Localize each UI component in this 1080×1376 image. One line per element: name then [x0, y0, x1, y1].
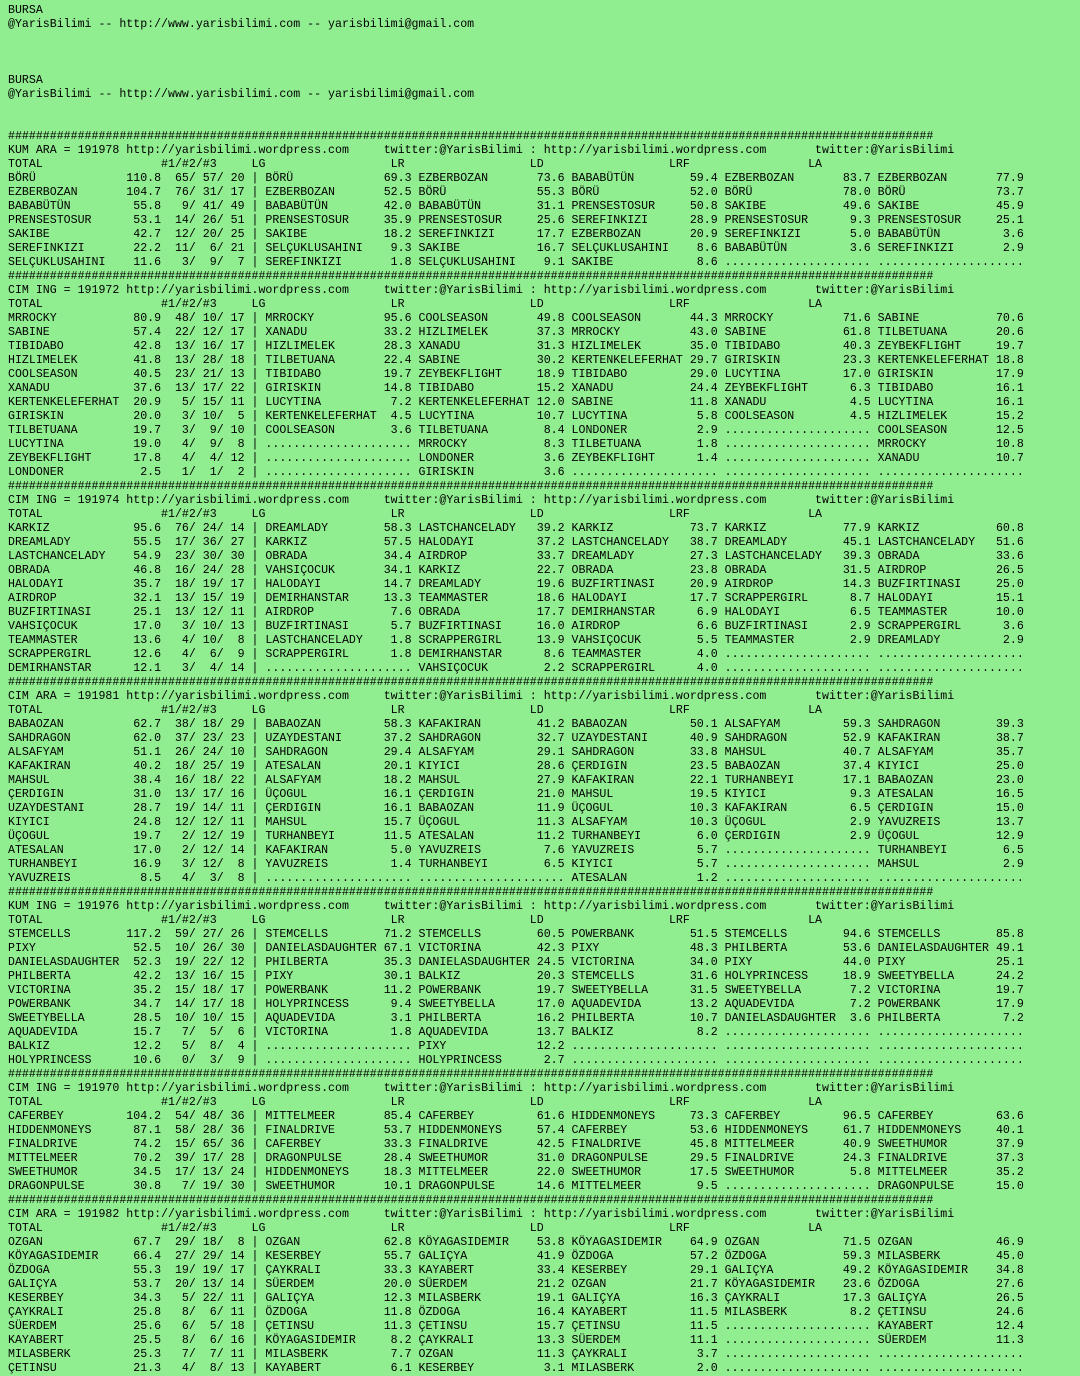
data-row: BALKIZ 12.2 5/ 8/ 4 | ..................... PIXY 12.2 ..................... ..................... ..................... — [8, 1040, 1024, 1053]
data-row: BABAOZAN 62.7 38/ 18/ 29 | BABAOZAN 58.3 KAFAKIRAN 41.2 BABAOZAN 50.1 ALSAFYAM 59.3 SAHDRAGON 39.3 — [8, 718, 1024, 731]
data-row: SELÇUKLUSAHINI 11.6 3/ 9/ 7 | SEREFINKIZI 1.8 SELÇUKLUSAHINI 9.1 SAKIBE 8.6 ..................... ..................... — [8, 256, 1024, 269]
race-header-line: CIM ING = 191972 http://yarisbilimi.wordpress.com twitter:@YarisBilimi : http://yarisbilimi.wordpress.com twitter:@YarisBilimi — [8, 284, 955, 297]
data-row: DANIELASDAUGHTER 52.3 19/ 22/ 12 | PHILBERTA 35.3 DANIELASDAUGHTER 24.5 VICTORINA 34.0 PIXY 44.0 PIXY 25.1 — [8, 956, 1024, 969]
data-row: OZGAN 67.7 29/ 18/ 8 | OZGAN 62.8 KÖYAGASIDEMIR 53.8 KÖYAGASIDEMIR 64.9 OZGAN 71.5 OZGAN 46.9 — [8, 1236, 1024, 1249]
data-row: BUZFIRTINASI 25.1 13/ 12/ 11 | AIRDROP 7.6 OBRADA 17.7 DEMIRHANSTAR 6.9 HALODAYI 6.5 TEAMMASTER 10.0 — [8, 606, 1024, 619]
data-row: ALSAFYAM 51.1 26/ 24/ 10 | SAHDRAGON 29.4 ALSAFYAM 29.1 SAHDRAGON 33.8 MAHSUL 40.7 ALSAFYAM 35.7 — [8, 746, 1024, 759]
data-row: MRROCKY 80.9 48/ 10/ 17 | MRROCKY 95.6 COOLSEASON 49.8 COOLSEASON 44.3 MRROCKY 71.6 SABINE 70.6 — [8, 312, 1024, 325]
data-row: ÖZDOGA 55.3 19/ 19/ 17 | ÇAYKRALI 33.3 KAYABERT 33.4 KESERBEY 29.1 GALIÇYA 49.2 KÖYAGASIDEMIR 34.8 — [8, 1264, 1024, 1277]
data-row: HIDDENMONEYS 87.1 58/ 28/ 36 | FINALDRIVE 53.7 HIDDENMONEYS 57.4 CAFERBEY 53.6 HIDDENMONEYS 61.7 HIDDENMONEYS 40.1 — [8, 1124, 1024, 1137]
data-row: KAFAKIRAN 40.2 18/ 25/ 19 | ATESALAN 20.1 KIYICI 28.6 ÇERDIGIN 23.5 BABAOZAN 37.4 KIYICI 25.0 — [8, 760, 1024, 773]
column-header-line: TOTAL #1/#2/#3 LG LR LD LRF LA — [8, 158, 823, 171]
data-row: COOLSEASON 40.5 23/ 21/ 13 | TIBIDABO 19.7 ZEYBEKFLIGHT 18.9 TIBIDABO 29.0 LUCYTINA 17.0 GIRISKIN 17.9 — [8, 368, 1024, 381]
data-row: SÜERDEM 25.6 6/ 5/ 18 | ÇETINSU 11.3 ÇETINSU 15.7 ÇETINSU 11.5 ..................... KAYABERT 12.4 — [8, 1320, 1024, 1333]
data-row: PHILBERTA 42.2 13/ 16/ 15 | PIXY 30.1 BALKIZ 20.3 STEMCELLS 31.6 HOLYPRINCESS 18.9 SWEETYBELLA 24.2 — [8, 970, 1024, 983]
data-row: BABABÜTÜN 55.8 9/ 41/ 49 | BABABÜTÜN 42.0 BABABÜTÜN 31.1 PRENSESTOSUR 50.8 SAKIBE 49.6 SAKIBE 45.9 — [8, 200, 1024, 213]
data-row: STEMCELLS 117.2 59/ 27/ 26 | STEMCELLS 71.2 STEMCELLS 60.5 POWERBANK 51.5 STEMCELLS 94.6 STEMCELLS 85.8 — [8, 928, 1024, 941]
data-row: SCRAPPERGIRL 12.6 4/ 6/ 9 | SCRAPPERGIRL 1.8 DEMIRHANSTAR 8.6 TEAMMASTER 4.0 ..................... ..................... — [8, 648, 1024, 661]
separator-line: ##################################################################################################################################### — [8, 270, 934, 283]
data-row: PRENSESTOSUR 53.1 14/ 26/ 51 | PRENSESTOSUR 35.9 PRENSESTOSUR 25.6 SEREFINKIZI 28.9 PRENSESTOSUR 9.3 PRENSESTOSUR 25.1 — [8, 214, 1024, 227]
race-header-line: CIM ARA = 191982 http://yarisbilimi.wordpress.com twitter:@YarisBilimi : http://yarisbilimi.wordpress.com twitter:@YarisBilimi — [8, 1208, 955, 1221]
data-row: HALODAYI 35.7 18/ 19/ 17 | HALODAYI 14.7 DREAMLADY 19.6 BUZFIRTINASI 20.9 AIRDROP 14.3 BUZFIRTINASI 25.0 — [8, 578, 1024, 591]
data-row: SAKIBE 42.7 12/ 20/ 25 | SAKIBE 18.2 SEREFINKIZI 17.7 EZBERBOZAN 20.9 SEREFINKIZI 5.0 BABABÜTÜN 3.6 — [8, 228, 1024, 241]
data-row: HIZLIMELEK 41.8 13/ 28/ 18 | TILBETUANA 22.4 SABINE 30.2 KERTENKELEFERHAT 29.7 GIRISKIN 23.3 KERTENKELEFERHAT 18.8 — [8, 354, 1024, 367]
data-row: ÇAYKRALI 25.8 8/ 6/ 11 | ÖZDOGA 11.8 ÖZDOGA 16.4 KAYABERT 11.5 MILASBERK 8.2 ÇETINSU 24.6 — [8, 1306, 1024, 1319]
data-row: KERTENKELEFERHAT 20.9 5/ 15/ 11 | LUCYTINA 7.2 KERTENKELEFERHAT 12.0 SABINE 11.8 XANADU 4.5 LUCYTINA 16.1 — [8, 396, 1024, 409]
data-row: ÇETINSU 21.3 4/ 8/ 13 | KAYABERT 6.1 KESERBEY 3.1 MILASBERK 2.0 ..................... ..................... — [8, 1362, 1024, 1375]
contact-line: @YarisBilimi -- http://www.yarisbilimi.com -- yarisbilimi@gmail.com — [8, 18, 475, 31]
data-row: MILASBERK 25.3 7/ 7/ 11 | MILASBERK 7.7 OZGAN 11.3 ÇAYKRALI 3.7 ..................... ..................... — [8, 1348, 1024, 1361]
data-row: KESERBEY 34.3 5/ 22/ 11 | GALIÇYA 12.3 MILASBERK 19.1 GALIÇYA 16.3 ÇAYKRALI 17.3 GALIÇYA 26.5 — [8, 1292, 1024, 1305]
column-header-line: TOTAL #1/#2/#3 LG LR LD LRF LA — [8, 1096, 823, 1109]
data-row: DREAMLADY 55.5 17/ 36/ 27 | KARKIZ 57.5 HALODAYI 37.2 LASTCHANCELADY 38.7 DREAMLADY 45.1 LASTCHANCELADY 51.6 — [8, 536, 1024, 549]
data-row: KARKIZ 95.6 76/ 24/ 14 | DREAMLADY 58.3 LASTCHANCELADY 39.2 KARKIZ 73.7 KARKIZ 77.9 KARKIZ 60.8 — [8, 522, 1024, 535]
blank-line — [8, 46, 1080, 60]
data-row: XANADU 37.6 13/ 17/ 22 | GIRISKIN 14.8 TIBIDABO 15.2 XANADU 24.4 ZEYBEKFLIGHT 6.3 TIBIDABO 16.1 — [8, 382, 1024, 395]
data-row: SWEETYBELLA 28.5 10/ 10/ 15 | AQUADEVIDA 3.1 PHILBERTA 16.2 PHILBERTA 10.7 DANIELASDAUGHTER 3.6 PHILBERTA 7.2 — [8, 1012, 1024, 1025]
data-row: SAHDRAGON 62.0 37/ 23/ 23 | UZAYDESTANI 37.2 SAHDRAGON 32.7 UZAYDESTANI 40.9 SAHDRAGON 52.9 KAFAKIRAN 38.7 — [8, 732, 1024, 745]
data-row: SABINE 57.4 22/ 12/ 17 | XANADU 33.2 HIZLIMELEK 37.3 MRROCKY 43.0 SABINE 61.8 TILBETUANA 20.6 — [8, 326, 1024, 339]
data-row: TIBIDABO 42.8 13/ 16/ 17 | HIZLIMELEK 28.3 XANADU 31.3 HIZLIMELEK 35.0 TIBIDABO 40.3 ZEYBEKFLIGHT 19.7 — [8, 340, 1024, 353]
data-row: DEMIRHANSTAR 12.1 3/ 4/ 14 | ..................... VAHSIÇOCUK 2.2 SCRAPPERGIRL 4.0 ..................... ..................... — [8, 662, 1024, 675]
data-row: UZAYDESTANI 28.7 19/ 14/ 11 | ÇERDIGIN 16.1 BABAOZAN 11.9 ÜÇOGUL 10.3 KAFAKIRAN 6.5 ÇERDIGIN 15.0 — [8, 802, 1024, 815]
data-row: EZBERBOZAN 104.7 76/ 31/ 17 | EZBERBOZAN 52.5 BÖRÜ 55.3 BÖRÜ 52.0 BÖRÜ 78.0 BÖRÜ 73.7 — [8, 186, 1024, 199]
separator-line: ##################################################################################################################################### — [8, 1194, 934, 1207]
separator-line: ##################################################################################################################################### — [8, 886, 934, 899]
column-header-line: TOTAL #1/#2/#3 LG LR LD LRF LA — [8, 914, 823, 927]
data-row: DRAGONPULSE 30.8 7/ 19/ 30 | SWEETHUMOR 10.1 DRAGONPULSE 14.6 MITTELMEER 9.5 ..................... DRAGONPULSE 15.0 — [8, 1180, 1024, 1193]
column-header-line: TOTAL #1/#2/#3 LG LR LD LRF LA — [8, 704, 823, 717]
data-row: AIRDROP 32.1 13/ 15/ 19 | DEMIRHANSTAR 13.3 TEAMMASTER 18.6 HALODAYI 17.7 SCRAPPERGIRL 8.7 HALODAYI 15.1 — [8, 592, 1024, 605]
separator-line: ##################################################################################################################################### — [8, 480, 934, 493]
data-row: VAHSIÇOCUK 17.0 3/ 10/ 13 | BUZFIRTINASI 5.7 BUZFIRTINASI 16.0 AIRDROP 6.6 BUZFIRTINASI 2.9 SCRAPPERGIRL 3.6 — [8, 620, 1024, 633]
data-row: TILBETUANA 19.7 3/ 9/ 10 | COOLSEASON 3.6 TILBETUANA 8.4 LONDONER 2.9 ..................... COOLSEASON 12.5 — [8, 424, 1024, 437]
data-row: BÖRÜ 110.8 65/ 57/ 20 | BÖRÜ 69.3 EZBERBOZAN 73.6 BABABÜTÜN 59.4 EZBERBOZAN 83.7 EZBERBOZAN 77.9 — [8, 172, 1024, 185]
data-row: SEREFINKIZI 22.2 11/ 6/ 21 | SELÇUKLUSAHINI 9.3 SAKIBE 16.7 SELÇUKLUSAHINI 8.6 BABABÜTÜN 3.6 SEREFINKIZI 2.9 — [8, 242, 1024, 255]
data-row: TURHANBEYI 16.9 3/ 12/ 8 | YAVUZREIS 1.4 TURHANBEYI 6.5 KIYICI 5.7 ..................... MAHSUL 2.9 — [8, 858, 1024, 871]
data-row: GIRISKIN 20.0 3/ 10/ 5 | KERTENKELEFERHAT 4.5 LUCYTINA 10.7 LUCYTINA 5.8 COOLSEASON 4.5 HIZLIMELEK 15.2 — [8, 410, 1024, 423]
data-row: YAVUZREIS 8.5 4/ 3/ 8 | ..................... ..................... ATESALAN 1.2 ..................... ..................... — [8, 872, 1024, 885]
separator-line: ##################################################################################################################################### — [8, 676, 934, 689]
blank-line — [8, 60, 1080, 74]
blank-line — [8, 116, 1080, 130]
data-row: MITTELMEER 70.2 39/ 17/ 28 | DRAGONPULSE 28.4 SWEETHUMOR 31.0 DRAGONPULSE 29.5 FINALDRIVE 24.3 FINALDRIVE 37.3 — [8, 1152, 1024, 1165]
data-row: KÖYAGASIDEMIR 66.4 27/ 29/ 14 | KESERBEY 55.7 GALIÇYA 41.9 ÖZDOGA 57.2 ÖZDOGA 59.3 MILASBERK 45.0 — [8, 1250, 1024, 1263]
data-row: PIXY 52.5 10/ 26/ 30 | DANIELASDAUGHTER 67.1 VICTORINA 42.3 PIXY 48.3 PHILBERTA 53.6 DANIELASDAUGHTER 49.1 — [8, 942, 1024, 955]
race-header-line: CIM ING = 191970 http://yarisbilimi.wordpress.com twitter:@YarisBilimi : http://yarisbilimi.wordpress.com twitter:@YarisBilimi — [8, 1082, 955, 1095]
data-row: VICTORINA 35.2 15/ 18/ 17 | POWERBANK 11.2 POWERBANK 19.7 SWEETYBELLA 31.5 SWEETYBELLA 7.2 VICTORINA 19.7 — [8, 984, 1024, 997]
data-row: MAHSUL 38.4 16/ 18/ 22 | ALSAFYAM 18.2 MAHSUL 27.9 KAFAKIRAN 22.1 TURHANBEYI 17.1 BABAOZAN 23.0 — [8, 774, 1024, 787]
race-header-line: CIM ARA = 191981 http://yarisbilimi.wordpress.com twitter:@YarisBilimi : http://yarisbilimi.wordpress.com twitter:@YarisBilimi — [8, 690, 955, 703]
column-header-line: TOTAL #1/#2/#3 LG LR LD LRF LA — [8, 298, 823, 311]
data-row: ATESALAN 17.0 2/ 12/ 14 | KAFAKIRAN 5.0 YAVUZREIS 7.6 YAVUZREIS 5.7 ..................... TURHANBEYI 6.5 — [8, 844, 1024, 857]
column-header-line: TOTAL #1/#2/#3 LG LR LD LRF LA — [8, 1222, 823, 1235]
blank-line — [8, 102, 1080, 116]
data-row: AQUADEVIDA 15.7 7/ 5/ 6 | VICTORINA 1.8 AQUADEVIDA 13.7 BALKIZ 8.2 ..................... ..................... — [8, 1026, 1024, 1039]
data-row: ZEYBEKFLIGHT 17.8 4/ 4/ 12 | ..................... LONDONER 3.6 ZEYBEKFLIGHT 1.4 ..................... XANADU 10.7 — [8, 452, 1024, 465]
column-header-line: TOTAL #1/#2/#3 LG LR LD LRF LA — [8, 508, 823, 521]
data-row: CAFERBEY 104.2 54/ 48/ 36 | MITTELMEER 85.4 CAFERBEY 61.6 HIDDENMONEYS 73.3 CAFERBEY 96.5 CAFERBEY 63.6 — [8, 1110, 1024, 1123]
blank-line — [8, 32, 1080, 46]
separator-line: ##################################################################################################################################### — [8, 1068, 934, 1081]
data-row: FINALDRIVE 74.2 15/ 65/ 36 | CAFERBEY 33.3 FINALDRIVE 42.5 FINALDRIVE 45.8 MITTELMEER 40.9 SWEETHUMOR 37.9 — [8, 1138, 1024, 1151]
race-header-line: KUM ARA = 191978 http://yarisbilimi.wordpress.com twitter:@YarisBilimi : http://yarisbilimi.wordpress.com twitter:@YarisBilimi — [8, 144, 955, 157]
data-row: TEAMMASTER 13.6 4/ 10/ 8 | LASTCHANCELADY 1.8 SCRAPPERGIRL 13.9 VAHSIÇOCUK 5.5 TEAMMASTER 2.9 DREAMLADY 2.9 — [8, 634, 1024, 647]
race-header-line: KUM ING = 191976 http://yarisbilimi.wordpress.com twitter:@YarisBilimi : http://yarisbilimi.wordpress.com twitter:@YarisBilimi — [8, 900, 955, 913]
data-row: ÇERDIGIN 31.0 13/ 17/ 16 | ÜÇOGUL 16.1 ÇERDIGIN 21.0 MAHSUL 19.5 KIYICI 9.3 ATESALAN 16.5 — [8, 788, 1024, 801]
data-row: OBRADA 46.8 16/ 24/ 28 | VAHSIÇOCUK 34.1 KARKIZ 22.7 OBRADA 23.8 OBRADA 31.5 AIRDROP 26.5 — [8, 564, 1024, 577]
data-row: HOLYPRINCESS 10.6 0/ 3/ 9 | ..................... HOLYPRINCESS 2.7 ..................... ..................... ..................... — [8, 1054, 1024, 1067]
data-row: POWERBANK 34.7 14/ 17/ 18 | HOLYPRINCESS 9.4 SWEETYBELLA 17.0 AQUADEVIDA 13.2 AQUADEVIDA 7.2 POWERBANK 17.9 — [8, 998, 1024, 1011]
city-title: BURSA — [8, 74, 43, 87]
data-row: LUCYTINA 19.0 4/ 9/ 8 | ..................... MRROCKY 8.3 TILBETUANA 1.8 ..................... MRROCKY 10.8 — [8, 438, 1024, 451]
data-row: KIYICI 24.8 12/ 12/ 11 | MAHSUL 15.7 ÜÇOGUL 11.3 ALSAFYAM 10.3 ÜÇOGUL 2.9 YAVUZREIS 13.7 — [8, 816, 1024, 829]
data-row: LASTCHANCELADY 54.9 23/ 30/ 30 | OBRADA 34.4 AIRDROP 33.7 DREAMLADY 27.3 LASTCHANCELADY 39.3 OBRADA 33.6 — [8, 550, 1024, 563]
contact-line: @YarisBilimi -- http://www.yarisbilimi.com -- yarisbilimi@gmail.com — [8, 88, 475, 101]
data-row: SWEETHUMOR 34.5 17/ 13/ 24 | HIDDENMONEYS 18.3 MITTELMEER 22.0 SWEETHUMOR 17.5 SWEETHUMOR 5.8 MITTELMEER 35.2 — [8, 1166, 1024, 1179]
data-row: GALIÇYA 53.7 20/ 13/ 14 | SÜERDEM 20.0 SÜERDEM 21.2 OZGAN 21.7 KÖYAGASIDEMIR 23.6 ÖZDOGA 27.6 — [8, 1278, 1024, 1291]
data-row: ÜÇOGUL 19.7 2/ 12/ 19 | TURHANBEYI 11.5 ATESALAN 11.2 TURHANBEYI 6.0 ÇERDIGIN 2.9 ÜÇOGUL 12.9 — [8, 830, 1024, 843]
data-row: LONDONER 2.5 1/ 1/ 2 | ..................... GIRISKIN 3.6 ..................... ..................... ..................... — [8, 466, 1024, 479]
city-title: BURSA — [8, 4, 43, 17]
data-row: KAYABERT 25.5 8/ 6/ 16 | KÖYAGASIDEMIR 8.2 ÇAYKRALI 13.3 SÜERDEM 11.1 ..................... SÜERDEM 11.3 — [8, 1334, 1024, 1347]
race-header-line: CIM ING = 191974 http://yarisbilimi.wordpress.com twitter:@YarisBilimi : http://yarisbilimi.wordpress.com twitter:@YarisBilimi — [8, 494, 955, 507]
separator-line: ##################################################################################################################################### — [8, 130, 934, 143]
